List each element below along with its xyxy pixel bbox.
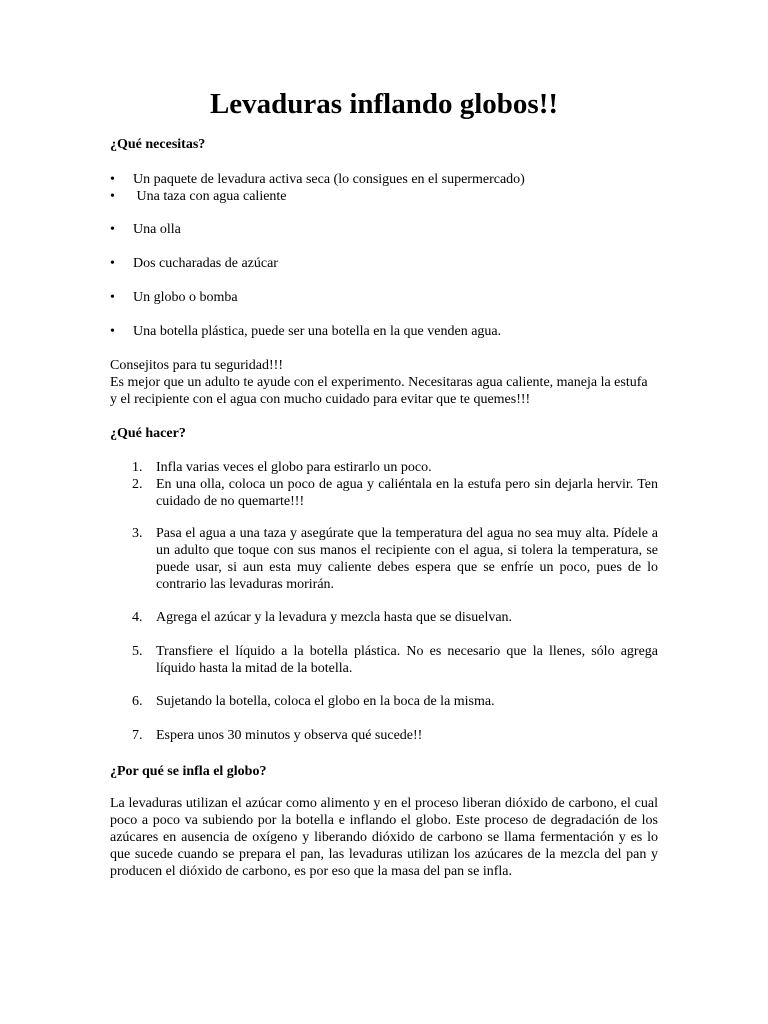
step-text: Transfiere el líquido a la botella plástica. No es necesario que la llenes, sólo agrega líquido hasta la mitad de la botella. (156, 644, 658, 676)
why-heading: ¿Por qué se infla el globo? (110, 764, 267, 779)
bullet-icon: • (110, 256, 115, 271)
step-text: Sujetando la botella, coloca el globo en la boca de la misma. (156, 694, 495, 709)
bullet-icon: • (110, 324, 115, 339)
needs-item-text: Un paquete de levadura activa seca (lo consigues en el supermercado) (133, 172, 525, 187)
step-text: Pasa el agua a una taza y asegúrate que la temperatura del agua no sea muy alta. Pídele a un adulto que toque con sus manos el recipiente con el agua, si tolera la temperatura, se puede usar, si aun esta muy caliente debes espera que se enfríe un poco, pues de lo contrario las levaduras morirán. (156, 526, 658, 592)
safety-text: Es mejor que un adulto te ayude con el experimento. Necesitaras agua caliente, maneja la estufa y el recipiente con el agua con mucho cuidado para evitar que te quemes!!! (110, 375, 648, 407)
step-text: Espera unos 30 minutos y observa qué sucede!! (156, 728, 423, 743)
why-text: La levaduras utilizan el azúcar como alimento y en el proceso liberan dióxido de carbono, el cual poco a poco va subiendo por la botella e inflando el globo. Este proceso de degradación de los azúcares en ausencia de oxígeno y liberando dióxido de carbono se llama fermentación y es lo que sucede cuando se prepara el pan, las levaduras utilizan los azúcares de la mezcla del pan y producen el dióxido de carbono, es por eso que la masa del pan se infla. (110, 796, 658, 879)
safety-title: Consejitos para tu seguridad!!! (110, 358, 284, 373)
step-number: 3. (132, 526, 143, 541)
needs-item-text: Una taza con agua caliente (133, 189, 287, 204)
needs-item-text: Un globo o bomba (133, 290, 238, 305)
bullet-icon: • (110, 222, 115, 237)
step-number: 7. (132, 728, 143, 743)
step-number: 6. (132, 694, 143, 709)
step-text: Agrega el azúcar y la levadura y mezcla hasta que se disuelvan. (156, 610, 513, 625)
document-title: Levaduras inflando globos!! (209, 88, 559, 120)
step-text: Infla varias veces el globo para estirarlo un poco. (156, 460, 432, 475)
needs-item-text: Una botella plástica, puede ser una botella en la que venden agua. (133, 324, 502, 339)
bullet-icon: • (110, 290, 115, 305)
step-text: En una olla, coloca un poco de agua y caliéntala en la estufa pero sin dejarla hervir. Ten cuidado de no quemarte!!! (156, 477, 658, 509)
step-number: 5. (132, 644, 143, 659)
step-number: 4. (132, 610, 143, 625)
needs-item-text: Dos cucharadas de azúcar (133, 256, 278, 271)
bullet-icon: • (110, 172, 115, 187)
needs-item-text: Una olla (133, 222, 181, 237)
step-number: 2. (132, 477, 143, 492)
step-number: 1. (132, 460, 143, 475)
needs-heading: ¿Qué necesitas? (110, 137, 206, 152)
steps-heading: ¿Qué hacer? (110, 426, 186, 441)
bullet-icon: • (110, 189, 115, 204)
